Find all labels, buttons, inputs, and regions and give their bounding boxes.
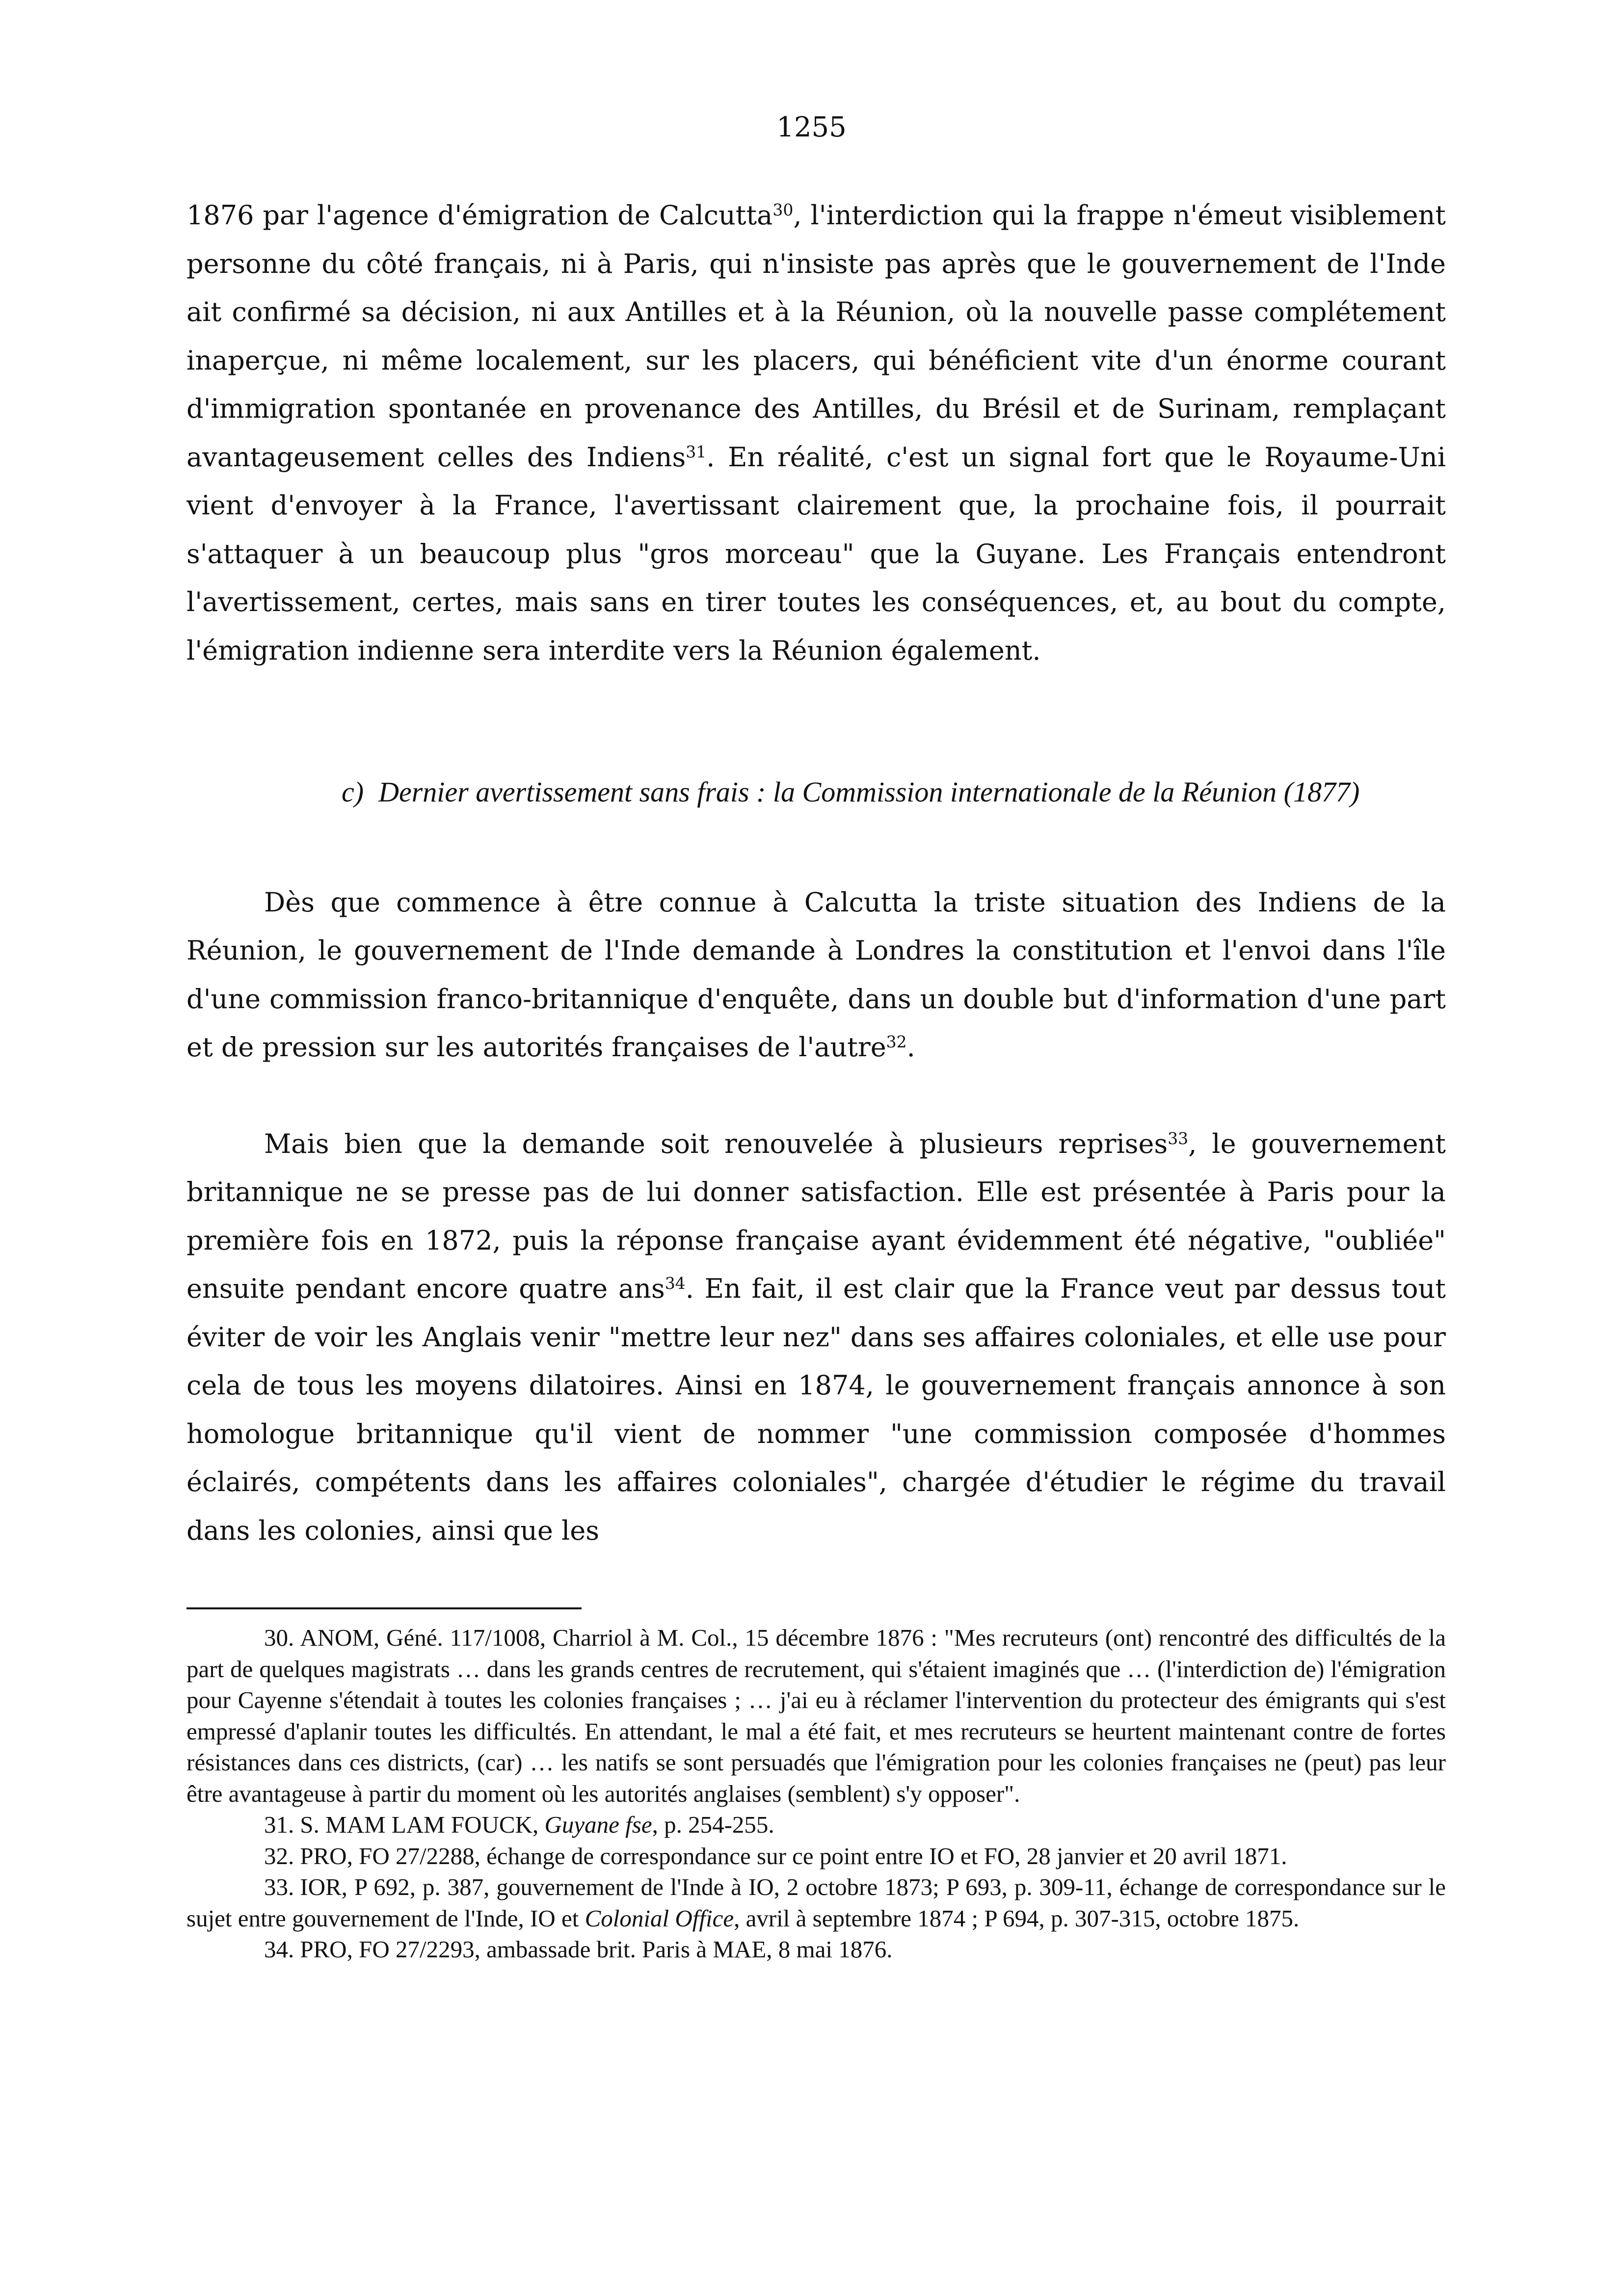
section-marker: c): [342, 776, 364, 808]
paragraph-text: , l'interdiction qui la frappe n'émeut visiblement personne du côté français, ni à Paris, qui n'insiste pas après que le gouvernement de l'Inde ait confirmé sa décision, ni aux Antilles et à la Réunion, où la nouvelle passe complétement inaperçue, ni même localement, sur les placers, qui bénéficient vite d'un énorme courant d'immigration spontanée en provenance des Antilles, du Brésil et de Surinam, remplaçant avantageusement celles des Indiens: [186, 200, 1446, 473]
footnote-text: , p. 254-255.: [652, 1811, 774, 1838]
footnote-33: [186, 1871, 1446, 1934]
paragraph: [186, 1120, 1446, 1555]
footnote-text: PRO, FO 27/2293, ambassade brit. Paris à MAE, 8 mai 1876.: [300, 1936, 893, 1963]
body-text: [186, 191, 1446, 1555]
footnote-text: , avril à septembre 1874 ; P 694, p. 307-315, octobre 1875.: [734, 1904, 1300, 1932]
footnote-ref-32[interactable]: 32: [886, 1032, 907, 1051]
footnote-separator: [186, 1607, 582, 1609]
footnote-italic-title: Colonial Office: [585, 1904, 734, 1932]
paragraph-text: . En fait, il est clair que la France veut par dessus tout éviter de voir les Anglais venir "mettre leur nez" dans ses affaires coloniales, et elle use pour cela de tous les moyens dilatoires. Ainsi en 1874, le gouvernement français annonce à son homologue britannique qu'il vient de nommer "une commission composée d'hommes éclairés, compétents dans les affaires coloniales", chargée d'étudier le régime du travail dans les colonies, ainsi que les: [186, 1273, 1446, 1546]
footnote-number: 34.: [264, 1936, 294, 1963]
footnote-number: 32.: [264, 1842, 294, 1869]
footnote-32: [186, 1841, 1446, 1872]
footnote-text: ANOM, Géné. 117/1008, Charriol à M. Col., 15 décembre 1876 : "Mes recruteurs (ont) rencontré des difficultés de la part de quelques magistrats … dans les grands centres de recrutement, qui s'étaient imaginés que … (l'interdiction de) l'émigration pour Cayenne s'étendait à toutes les colonies françaises ; … j'ai eu à réclamer l'intervention du protecteur des émigrants qui s'est empressé d'aplanir toutes les difficultés. En attendant, le mal a été fait, et mes recruteurs se heurtent maintenant contre de fortes résistances dans ces districts, (car) … les natifs se sont persuadés que l'émigration pour les colonies françaises ne (peut) pas leur être avantageuse à partir du moment où les autorités anglaises (semblent) s'y opposer".: [186, 1624, 1446, 1807]
footnote-text: PRO, FO 27/2288, échange de correspondance sur ce point entre IO et FO, 28 janvier et 20 avril 1871.: [300, 1842, 1287, 1869]
footnote-number: 31.: [264, 1811, 294, 1838]
footnote-31: [186, 1809, 1446, 1841]
paragraph-text: Mais bien que la demande soit renouvelée à plusieurs reprises: [264, 1128, 1168, 1159]
footnote-ref-33[interactable]: 33: [1168, 1128, 1189, 1148]
paragraph: [186, 191, 1446, 675]
footnotes: [186, 1622, 1446, 1965]
footnote-ref-34[interactable]: 34: [665, 1274, 686, 1293]
footnote-ref-30[interactable]: 30: [772, 200, 794, 219]
paragraph-text: 1876 par l'agence d'émigration de Calcutta: [186, 200, 773, 231]
paragraph-text: , le gouvernement britannique ne se presse pas de lui donner satisfaction. Elle est présentée à Paris pour la première fois en 1872, puis la réponse française ayant évidemment été négative, "oubliée" ensuite pendant encore quatre ans: [186, 1128, 1446, 1304]
footnote-34: [186, 1934, 1446, 1965]
page-number: 1255: [776, 111, 847, 143]
footnote-text: IOR, P 692, p. 387, gouvernement de l'Inde à IO, 2 octobre 1873; P 693, p. 309-11, échange de correspondance sur le sujet entre gouvernement de l'Inde, IO et: [186, 1873, 1446, 1932]
footnote-ref-31[interactable]: 31: [686, 442, 707, 461]
section-heading: [186, 768, 1446, 817]
footnote-number: 33.: [264, 1873, 294, 1900]
paragraph-text: Dès que commence à être connue à Calcutta la triste situation des Indiens de la Réunion, le gouvernement de l'Inde demande à Londres la constitution et l'envoi dans l'île d'une commission franco-britannique d'enquête, dans un double but d'information d'une part et de pression sur les autorités françaises de l'autre: [186, 886, 1446, 1063]
footnote-30: [186, 1622, 1446, 1809]
paragraph-text: . En réalité, c'est un signal fort que le Royaume-Uni vient d'envoyer à la France, l'avertissant clairement que, la prochaine fois, il pourrait s'attaquer à un beaucoup plus "gros morceau" que la Guyane. Les Français entendront l'avertissement, certes, mais sans en tirer toutes les conséquences, et, au bout du compte, l'émigration indienne sera interdite vers la Réunion également.: [186, 441, 1446, 666]
footnote-number: 30.: [264, 1624, 294, 1651]
section-title: Dernier avertissement sans frais : la Commission internationale de la Réunion (1877): [378, 776, 1360, 808]
paragraph: [186, 879, 1446, 1072]
footnote-italic-title: Guyane fse: [544, 1811, 652, 1838]
paragraph-text: .: [906, 1032, 915, 1063]
footnote-text: S. MAM LAM FOUCK,: [300, 1811, 539, 1838]
